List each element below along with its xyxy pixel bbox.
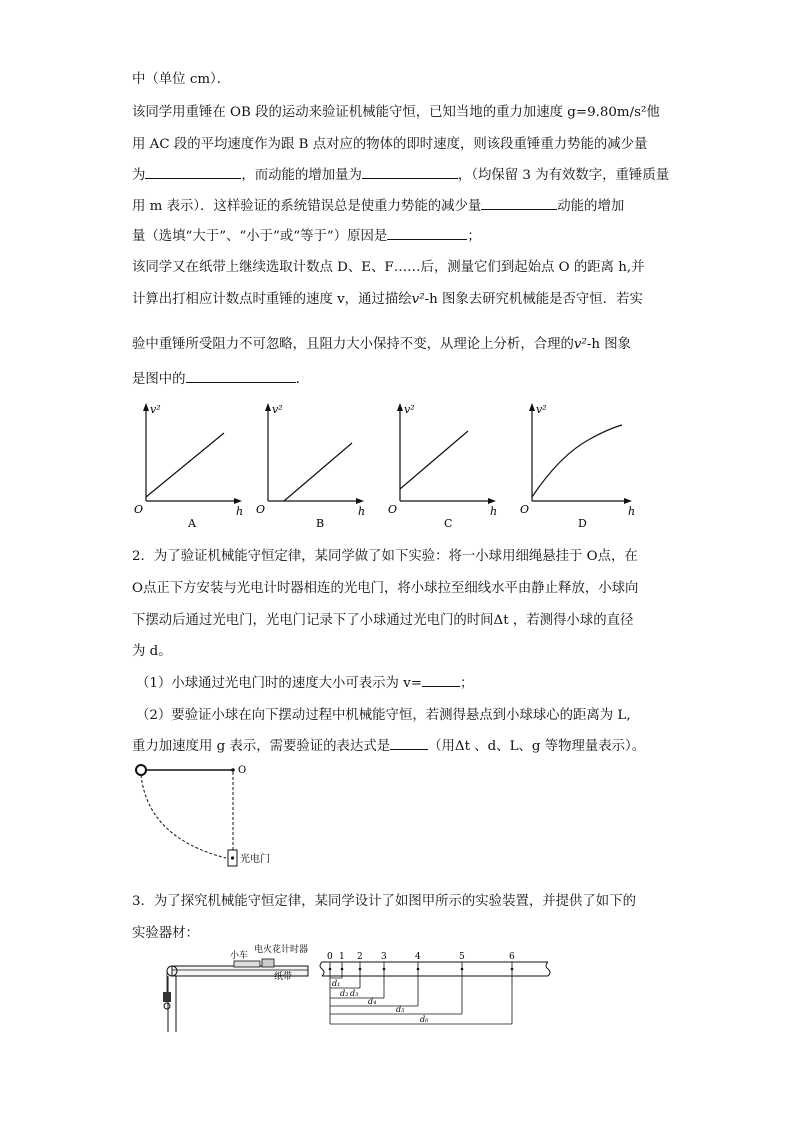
- answer-blank-5[interactable]: [186, 370, 296, 383]
- q2-sub-2-cont: 重力加速度用 g 表示，需要验证的表达式是 （用Δt 、d、L、g 等物理量表示）。: [132, 739, 646, 754]
- graph-c-name: C: [444, 517, 453, 530]
- pendulum-figure: [128, 758, 328, 878]
- graph-a-xlabel: h: [236, 505, 244, 518]
- graph-a-name: A: [188, 517, 196, 530]
- tick-6: 6: [509, 952, 515, 962]
- answer-blank-6[interactable]: [422, 674, 460, 687]
- q2-line-1: 2．为了验证机械能守恒定律，某同学做了如下实验：将一小球用细绳悬挂于 O点，在: [132, 549, 638, 564]
- tick-4: 4: [415, 952, 421, 962]
- swing-arc: [141, 775, 226, 858]
- graph-c-xlabel: h: [490, 505, 498, 518]
- v-squared-symbol: v²: [411, 292, 425, 307]
- q2-line-2: O点正下方安装与光电计时器相连的光电门，将小球拉至细线水平由静止释放，小球向: [132, 581, 639, 596]
- graph-d-xlabel: h: [628, 505, 636, 518]
- q1-line-3: 用 AC 段的平均速度作为跟 B 点对应的物体的即时速度，则该段重锤重力势能的减少量: [132, 137, 648, 152]
- dim-d5: d₅: [396, 1005, 405, 1014]
- apparatus-figure: [150, 944, 310, 1032]
- q1-line-8: 计算出打相应计数点时重锤的速度 v，通过描绘v²-h 图象去研究机械能是否守恒．若实: [132, 292, 643, 307]
- pivot-label: O: [238, 765, 247, 776]
- cart-label: 小车: [230, 951, 249, 961]
- answer-blank-2[interactable]: [362, 166, 458, 179]
- graph-c: [388, 403, 497, 530]
- spark-timer: [262, 959, 274, 967]
- ball-start: [136, 765, 146, 775]
- graph-d: [520, 403, 635, 530]
- graph-c-line: [400, 431, 468, 489]
- q1-line-6: 量（选填“大于”、“小于”或“等于”）原因是 ；: [132, 229, 481, 244]
- graph-d-curve: [532, 425, 622, 497]
- q1-line-10: 是图中的 ．: [132, 372, 309, 387]
- answer-blank-7[interactable]: [390, 737, 428, 750]
- timer-label: 电火花计时器: [254, 945, 309, 955]
- q2-sub-2: （2）要验证小球在向下摆动过程中机械能守恒，若测得悬点到小球球心的距离为 L,: [136, 708, 631, 723]
- tick-3: 3: [381, 952, 387, 962]
- graph-d-name: D: [578, 517, 587, 530]
- graph-c-origin: O: [388, 503, 398, 516]
- photogate-label: 光电门: [240, 854, 270, 865]
- graph-b-line: [284, 443, 352, 501]
- q1-line-5: 用 m 表示）．这样验证的系统错误总是使重力势能的减少量 动能的增加: [132, 199, 625, 214]
- q1-line-4: 为 ，而动能的增加量为 ，（均保留 3 为有效数字，重锤质量: [132, 168, 670, 183]
- answer-blank-1[interactable]: [145, 166, 241, 179]
- v-squared-symbol: v²: [573, 337, 587, 352]
- pivot-point: [231, 768, 235, 772]
- q1-line-9: 验中重锤所受阻力不可忽略，且阻力大小保持不变，从理论上分析，合理的v²-h 图象: [132, 337, 632, 352]
- q3-line-2: 实验器材：: [132, 926, 199, 941]
- q1-line-2: 该同学用重锤在 OB 段的运动来验证机械能守恒，已知当地的重力加速度 g=9.80m/s²他: [132, 105, 660, 120]
- q1-line-1: 中（单位 cm）．: [132, 72, 231, 87]
- paper-tape-figure: [316, 948, 554, 1028]
- dim-d1: d₁: [332, 979, 341, 988]
- dim-d2: d₂: [340, 989, 349, 998]
- graph-a: [134, 403, 243, 530]
- answer-blank-4[interactable]: [387, 227, 467, 240]
- q1-line-7: 该同学又在纸带上继续选取计数点 D、E、F……后，测量它们到起始点 O 的距离 h,并: [132, 260, 645, 275]
- hanging-weight: [163, 992, 171, 1002]
- tick-1: 1: [339, 952, 345, 962]
- dim-d4: d₄: [368, 997, 377, 1006]
- tick-5: 5: [459, 952, 465, 962]
- graph-b-ylabel: v²: [272, 403, 283, 416]
- graph-d-ylabel: v²: [536, 403, 547, 416]
- graph-b-xlabel: h: [358, 505, 366, 518]
- graph-d-origin: O: [520, 503, 530, 516]
- graph-a-ylabel: v²: [150, 403, 161, 416]
- q3-line-1: 3．为了探究机械能守恒定律，某同学设计了如图甲所示的实验装置，并提供了如下的: [132, 894, 636, 909]
- q2-sub-1: （1）小球通过光电门时的速度大小可表示为 v= ；: [136, 676, 474, 691]
- tick-0: 0: [327, 952, 333, 962]
- graph-c-ylabel: v²: [404, 403, 415, 416]
- answer-blank-3[interactable]: [481, 197, 557, 210]
- q2-line-3: 下摆动后通过光电门，光电门记录下了小球通过光电门的时间Δt ，若测得小球的直径: [132, 613, 634, 628]
- dim-d6: d₆: [420, 1015, 429, 1024]
- graph-a-line: [146, 433, 224, 497]
- graph-b-name: B: [316, 517, 325, 530]
- cart: [234, 961, 260, 967]
- q2-line-4: 为 d。: [132, 644, 172, 659]
- graph-a-origin: O: [134, 503, 144, 516]
- tick-2: 2: [357, 952, 363, 962]
- dim-d3: d₃: [350, 989, 359, 998]
- tape-label: 纸带: [274, 972, 293, 982]
- graph-b: [256, 403, 365, 530]
- graph-b-origin: O: [256, 503, 266, 516]
- v2-h-graphs-figure: [120, 395, 660, 535]
